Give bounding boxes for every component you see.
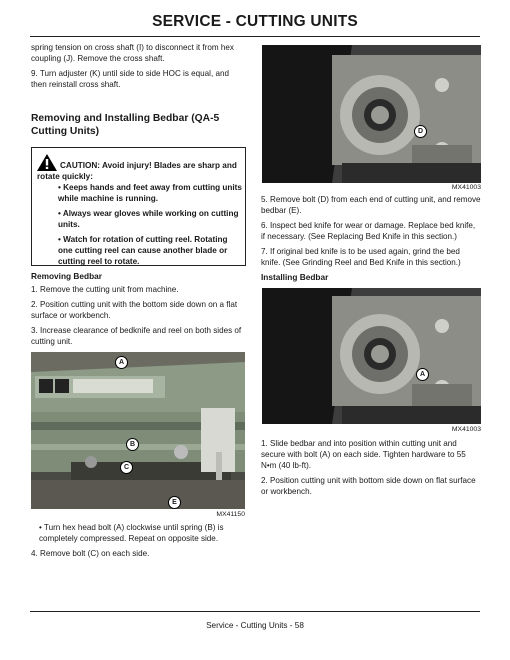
caution-bullet: • Always wear gloves while working on cutting units. [58, 209, 239, 229]
step-4: 4. Remove bolt (C) on each side. [31, 549, 150, 558]
removal-steps-right [261, 194, 481, 268]
caution-list [58, 182, 243, 271]
section-title: Removing and Installing Bedbar (QA-5 Cutting Units) [31, 113, 220, 137]
step-2: 2. Position cutting unit with the bottom side down on a flat surface or workbench. [31, 300, 238, 320]
callout-b: B [126, 438, 139, 451]
caution-text: CAUTION: Avoid injury! Blades are sharp and rotate quickly: [37, 161, 237, 181]
right-photo2-caption: MX41003 [451, 426, 481, 433]
caution-bullet: • Watch for rotation of cutting reel. Rotating one cutting reel can cause another blade or cutting reel to rotate. [58, 235, 228, 266]
installing-bedbar-heading: Installing Bedbar [261, 272, 329, 282]
header-rule [30, 36, 480, 37]
install-steps [261, 438, 481, 497]
caution-heading [37, 154, 242, 182]
callout-c: C [120, 461, 133, 474]
step-1: 1. Remove the cutting unit from machine. [31, 285, 179, 294]
bedbar-end-photo-1 [262, 45, 481, 183]
left-intro-paragraph [31, 42, 246, 90]
removing-bedbar-heading: Removing Bedbar [31, 271, 102, 281]
step-9: 9. Turn adjuster (K) until side to side HOC is equal, and then reinstall cross shaft. [31, 69, 229, 89]
warning-triangle-icon [37, 154, 57, 171]
step-5: 5. Remove bolt (D) from each end of cutting unit, and remove bedbar (E). [261, 195, 481, 215]
install-step-1: 1. Slide bedbar and into position within cutting unit and secure with bolt (A) on each side. Tighten hardware to 55 N•m (40 lb-ft). [261, 439, 466, 470]
caution-box [31, 147, 246, 266]
intro-text: spring tension on cross shaft (I) to disconnect it from hex coupling (J). Remove the cross shaft. [31, 43, 234, 63]
install-step-2: 2. Position cutting unit with bottom side down on flat surface or workbench. [261, 476, 476, 496]
page-title: SERVICE - CUTTING UNITS [152, 13, 358, 30]
left-photo-caption: MX41150 [216, 511, 245, 518]
step-7: 7. If original bed knife is to be used again, grind the bed knife. (See Grinding Reel and Bed Knife in this section.) [261, 247, 461, 267]
right-photo1-caption: MX41003 [451, 184, 481, 191]
bullet-turn-bolt: • Turn hex head bolt (A) clockwise until spring (B) is completely compressed. Repeat on opposite side. [39, 523, 224, 543]
callout-a: A [416, 368, 429, 381]
bedbar-end-photo-2 [262, 288, 481, 424]
callout-a: A [115, 356, 128, 369]
caution-bullet: • Keeps hands and feet away from cutting units while machine is running. [58, 183, 242, 203]
removing-steps [31, 284, 246, 347]
footer-rule [30, 611, 480, 612]
step-3: 3. Increase clearance of bedknife and reel on both sides of cutting unit. [31, 326, 242, 346]
callout-e: E [168, 496, 181, 509]
step-6: 6. Inspect bed knife for wear or damage. Replace bed knife, if necessary. (See Replacing Bed Knife in this section.) [261, 221, 476, 241]
callout-d: D [414, 125, 427, 138]
page-footer: Service - Cutting Units - 58 [206, 621, 304, 630]
cutting-unit-photo [31, 352, 245, 509]
bolt-instructions [31, 522, 246, 559]
